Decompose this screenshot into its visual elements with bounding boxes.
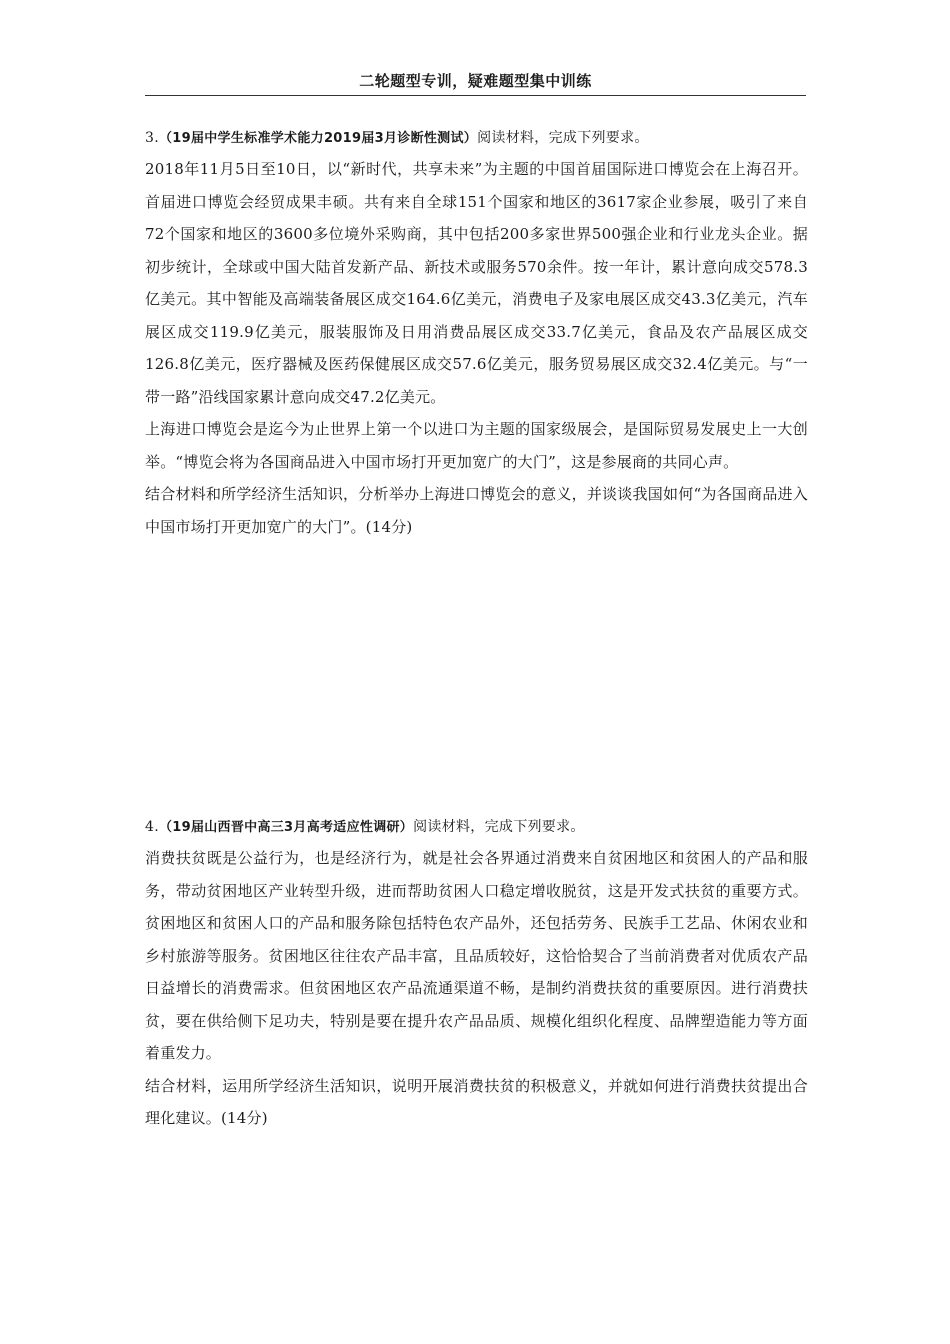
question-4-source: （19届山西晋中高三3月高考适应性调研）	[158, 820, 414, 835]
question-3-title	[145, 123, 808, 153]
question-3-source: （19届中学生标准学术能力2019届3月诊断性测试）	[158, 131, 478, 146]
question-4-prompt: 结合材料，运用所学经济生活知识，说明开展消费扶贫的积极意义，并就如何进行消费扶贫提出合理化建议。(14分)	[145, 1076, 808, 1127]
question-4-title	[145, 812, 808, 842]
question-4-number: 4.	[145, 819, 159, 835]
question-4-material-paragraph-1: 消费扶贫既是公益行为，也是经济行为，就是社会各界通过消费来自贫困地区和贫困人的产品和服务，带动贫困地区产业转型升级，进而帮助贫困人口稳定增收脱贫，这是开发式扶贫的重要方式。贫困地区和贫困人口的产品和服务除包括特色农产品外，还包括劳务、民族手工艺品、休闲农业和乡村旅游等服务。贫困地区往往农产品丰富，且品质较好，这恰恰契合了当前消费者对优质农产品日益增长的消费需求。但贫困地区农产品流通渠道不畅，是制约消费扶贫的重要原因。进行消费扶贫，要在供给侧下足功夫，特别是要在提升农产品品质、规模化组织化程度、品牌塑造能力等方面着重发力。	[145, 849, 808, 1062]
question-4	[145, 812, 808, 1135]
question-3-instruction: 阅读材料，完成下列要求。	[477, 130, 649, 146]
question-3-prompt: 结合材料和所学经济生活知识，分析举办上海进口博览会的意义，并谈谈我国如何“为各国商品进入中国市场打开更加宽广的大门”。(14分)	[145, 485, 808, 536]
page-header-title: 二轮题型专训，疑难题型集中训练	[359, 72, 592, 90]
page-header	[145, 68, 806, 96]
question-4-instruction: 阅读材料，完成下列要求。	[413, 819, 585, 835]
question-3-number: 3.	[145, 130, 159, 146]
question-3	[145, 123, 808, 543]
question-3-material-paragraph-1: 2018年11月5日至10日，以“新时代，共享未来”为主题的中国首届国际进口博览会在上海召开。首届进口博览会经贸成果丰硕。共有来自全球151个国家和地区的3617家企业参展，吸引了来自72个国家和地区的3600多位境外采购商，其中包括200多家世界500强企业和行业龙头企业。据初步统计，全球或中国大陆首发新产品、新技术或服务570余件。按一年计，累计意向成交578.3亿美元。其中智能及高端装备展区成交164.6亿美元，消费电子及家电展区成交43.3亿美元，汽车展区成交119.9亿美元，服装服饰及日用消费品展区成交33.7亿美元，食品及农产品展区成交126.8亿美元，医疗器械及医药保健展区成交57.6亿美元，服务贸易展区成交32.4亿美元。与“一带一路”沿线国家累计意向成交47.2亿美元。	[145, 160, 808, 406]
question-3-material-paragraph-2: 上海进口博览会是迄今为止世界上第一个以进口为主题的国家级展会，是国际贸易发展史上一大创举。“博览会将为各国商品进入中国市场打开更加宽广的大门”，这是参展商的共同心声。	[145, 420, 808, 471]
